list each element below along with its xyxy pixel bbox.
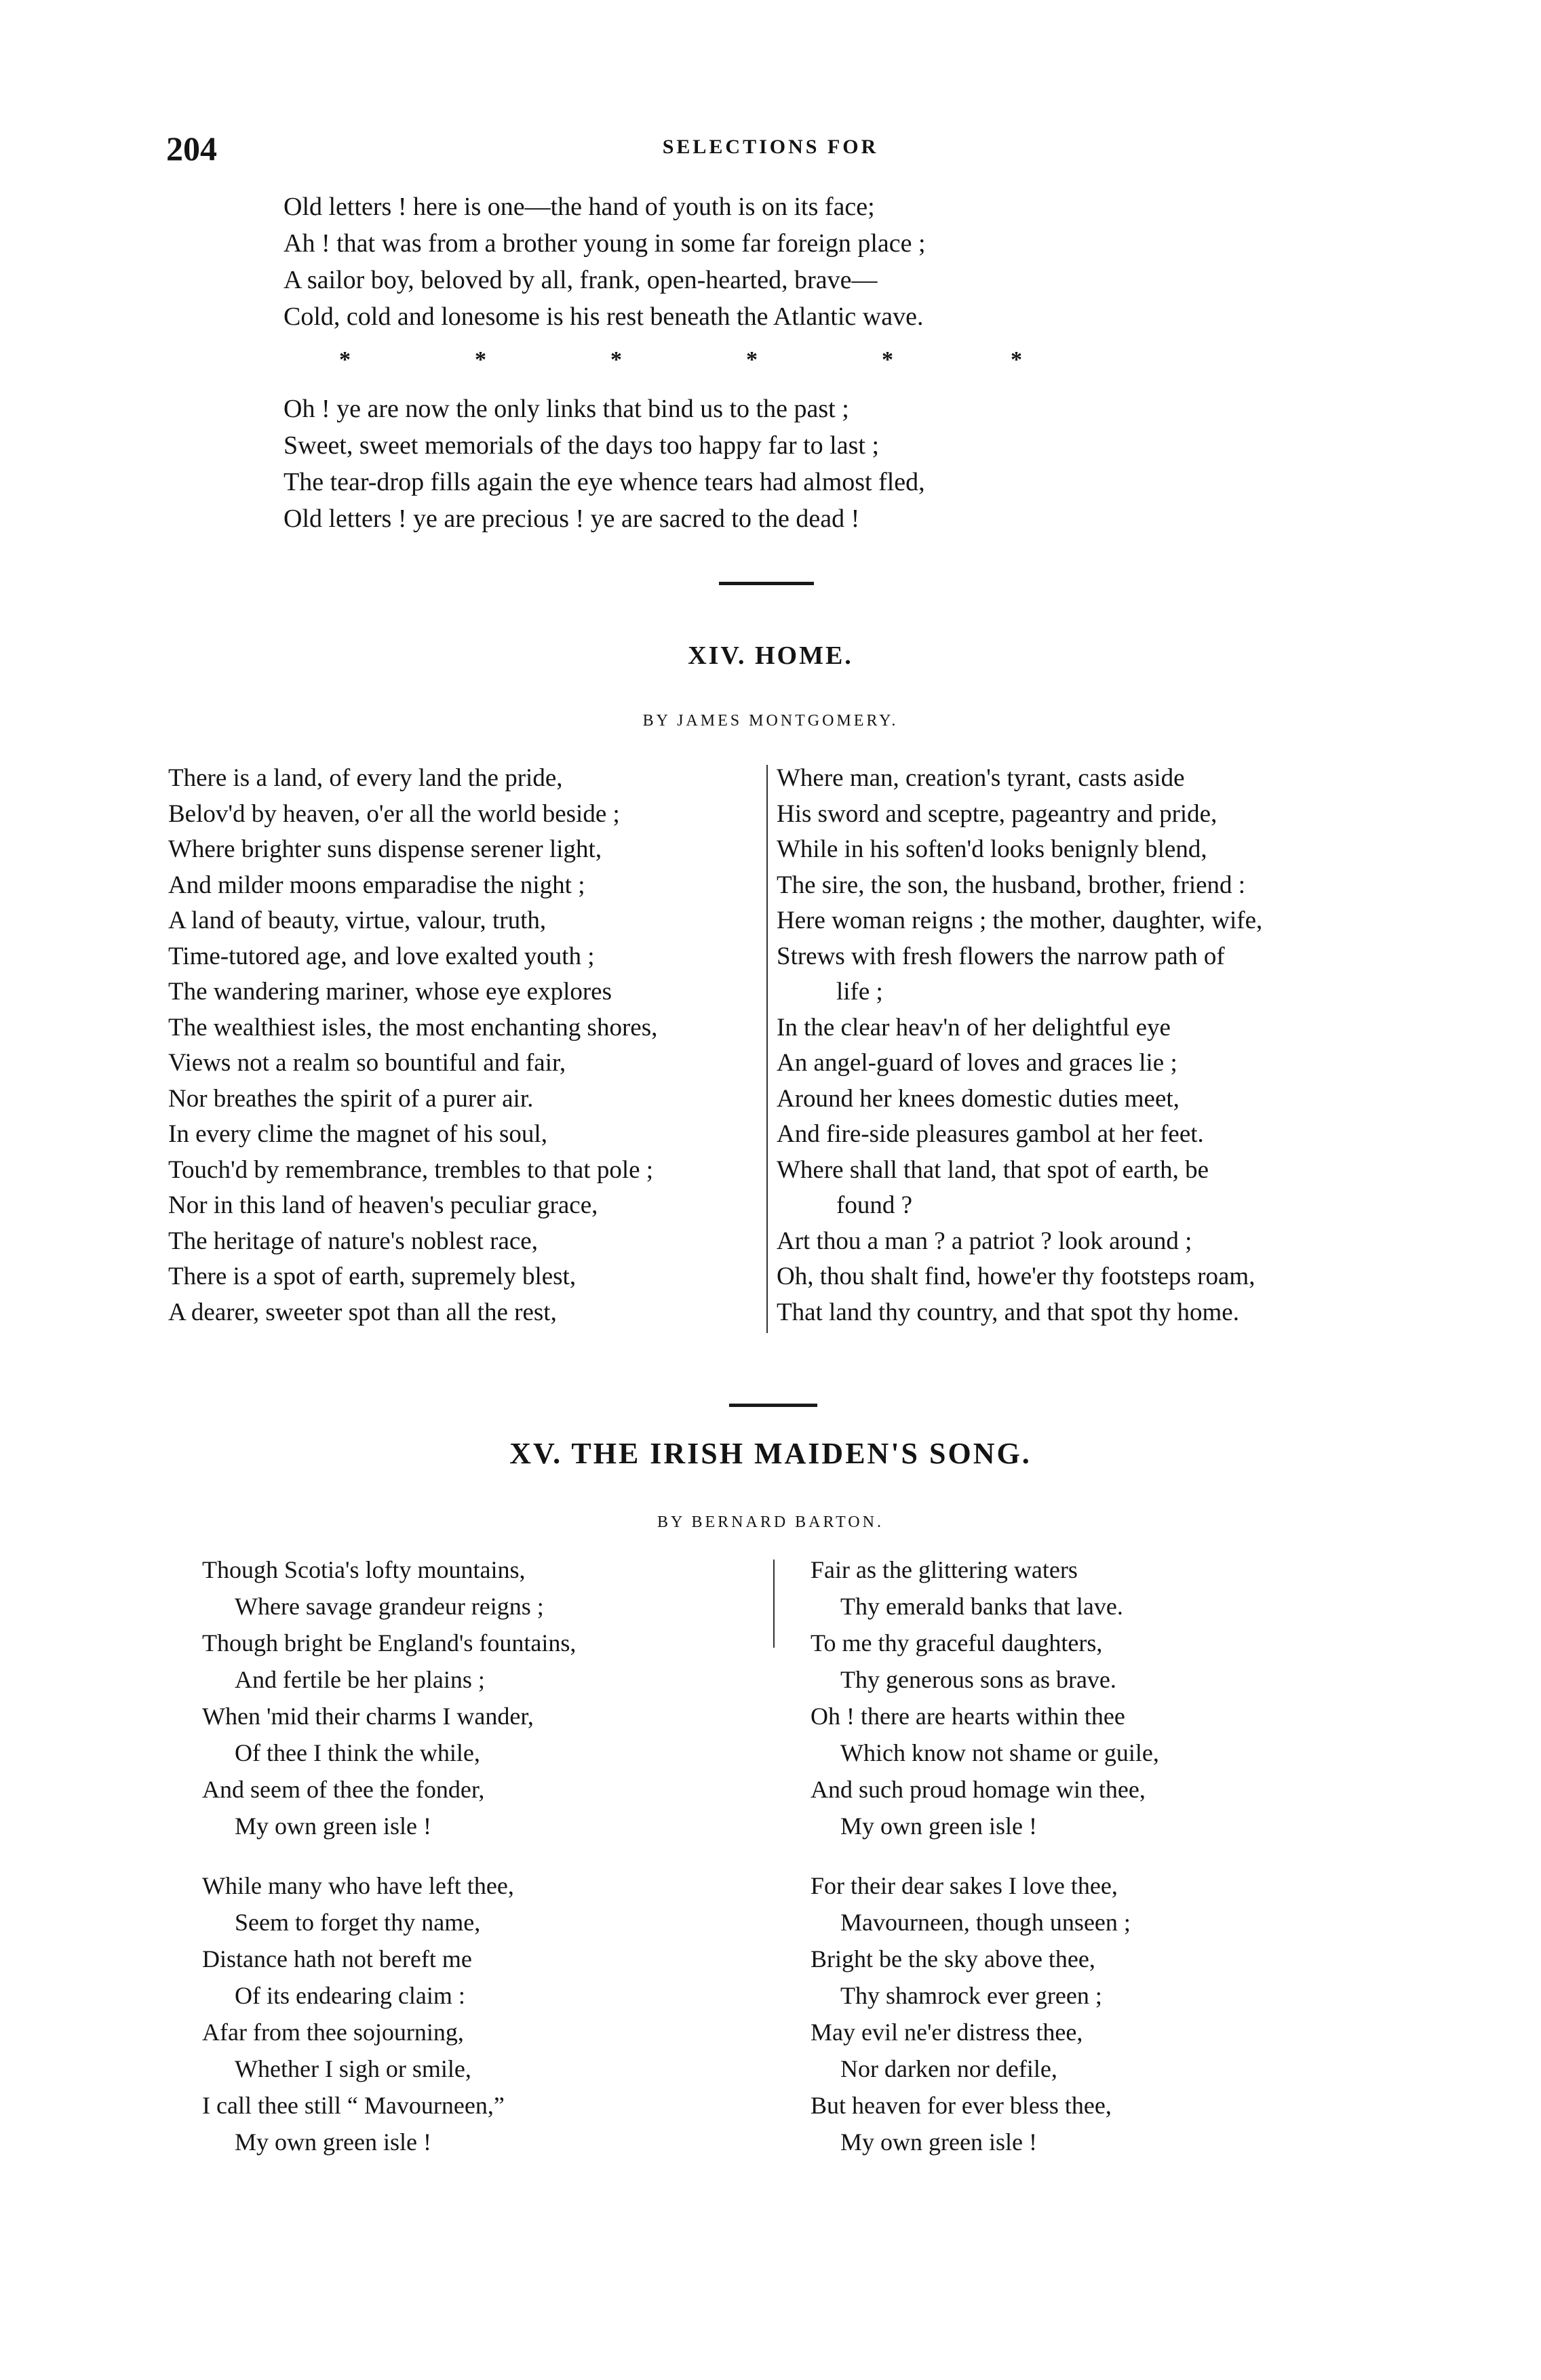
verse-line: And milder moons emparadise the night ; [168,871,585,899]
column-divider [773,1560,775,1648]
verse-line: There is a spot of earth, supremely blest, [168,1263,577,1290]
section-divider [729,1404,817,1407]
verse-line: Bright be the sky above thee, [811,1945,1095,1972]
verse-line: Where shall that land, that spot of earth, be [777,1155,1209,1184]
verse-line: The sire, the son, the husband, brother, friend : [777,871,1246,899]
verse-line: Of its endearing claim : [235,1982,465,2009]
verse-line: found ? [836,1191,912,1219]
verse-line: Where brighter suns dispense serener light, [168,835,602,863]
verse-line: life ; [836,978,883,1006]
section-title: XV. THE IRISH MAIDEN'S SONG. [509,1437,1032,1470]
verse-line: Mavourneen, though unseen ; [840,1909,1131,1936]
poem-line: Sweet, sweet memorials of the days too happy far to last ; [284,431,880,460]
verse-line: His sword and sceptre, pageantry and pride, [777,799,1217,828]
section-divider [719,582,814,585]
poem-line: Oh ! ye are now the only links that bind us to the past ; [284,395,849,423]
verse-line: Touch'd by remembrance, trembles to that pole ; [168,1155,654,1184]
verse-line: In the clear heav'n of her delightful eye [777,1013,1171,1042]
verse-line: A land of beauty, virtue, valour, truth, [168,907,547,934]
verse-line: Nor breathes the spirit of a purer air. [168,1084,534,1113]
verse-line: Nor in this land of heaven's peculiar grace, [168,1191,598,1219]
running-head: SELECTIONS FOR [662,136,879,158]
verse-line: There is a land, of every land the pride, [168,764,563,792]
verse-line: My own green isle ! [235,1812,431,1840]
poem-line: The tear-drop fills again the eye whence tears had almost fled, [284,468,925,496]
poem-line: Old letters ! ye are precious ! ye are sacred to the dead ! [284,504,860,533]
verse-line: Which know not shame or guile, [840,1739,1159,1766]
verse-line: My own green isle ! [840,2128,1037,2156]
verse-line: But heaven for ever bless thee, [811,2092,1112,2119]
verse-line: While in his soften'd looks benignly blend, [777,835,1207,863]
asterism-star: * [475,347,486,372]
verse-line: A dearer, sweeter spot than all the rest, [168,1298,557,1326]
verse-line: Oh ! there are hearts within thee [811,1703,1125,1730]
verse-line: Thy generous sons as brave. [840,1666,1116,1693]
verse-line: May evil ne'er distress thee, [811,2019,1083,2046]
verse-line: The wandering mariner, whose eye explores [168,978,612,1006]
asterism-star: * [746,347,758,372]
verse-line: Though bright be England's fountains, [202,1629,577,1657]
asterism-star: * [339,347,351,372]
verse-line: Time-tutored age, and love exalted youth ; [168,942,595,970]
verse-line: An angel-guard of loves and graces lie ; [777,1049,1177,1077]
verse-line: Though Scotia's lofty mountains, [202,1556,526,1583]
verse-line: Afar from thee sojourning, [202,2019,464,2046]
verse-line: When 'mid their charms I wander, [202,1703,534,1730]
section-title: XIV. HOME. [688,641,853,670]
verse-line: Whether I sigh or smile, [235,2055,471,2082]
page-header [0,129,1541,176]
verse-line: Nor darken nor defile, [840,2055,1057,2082]
verse-line: Thy shamrock ever green ; [840,1982,1102,2009]
verse-line: And seem of thee the fonder, [202,1776,485,1803]
verse-line: My own green isle ! [840,1812,1037,1840]
asterism-star: * [610,347,622,372]
verse-line: While many who have left thee, [202,1872,514,1899]
verse-line: And fire-side pleasures gambol at her feet. [777,1120,1204,1148]
column-divider [766,765,768,1333]
poem-line: A sailor boy, beloved by all, frank, open-hearted, brave— [284,266,878,294]
verse-line: Fair as the glittering waters [811,1556,1078,1583]
poem-line: Old letters ! here is one—the hand of youth is on its face; [284,193,875,221]
verse-line: Views not a realm so bountiful and fair, [168,1049,566,1077]
verse-line: Belov'd by heaven, o'er all the world beside ; [168,799,620,828]
verse-line: Distance hath not bereft me [202,1945,472,1972]
verse-line: My own green isle ! [235,2128,431,2156]
verse-line: Oh, thou shalt find, howe'er thy footsteps roam, [777,1263,1255,1290]
verse-line: I call thee still “ Mavourneen,” [202,2092,505,2119]
verse-line: Art thou a man ? a patriot ? look around ; [777,1227,1192,1255]
poem-line: Ah ! that was from a brother young in some far foreign place ; [284,229,926,258]
verse-line: The heritage of nature's noblest race, [168,1227,538,1255]
page-number: 204 [166,130,217,167]
verse-line: For their dear sakes I love thee, [811,1872,1118,1899]
verse-line: To me thy graceful daughters, [811,1629,1103,1657]
verse-line: In every clime the magnet of his soul, [168,1120,547,1148]
verse-line: Around her knees domestic duties meet, [777,1084,1179,1113]
poem-line: Cold, cold and lonesome is his rest beneath the Atlantic wave. [284,302,924,331]
verse-line: Seem to forget thy name, [235,1909,481,1936]
verse-line: And fertile be her plains ; [235,1666,485,1693]
verse-line: And such proud homage win thee, [811,1776,1146,1803]
verse-line: Thy emerald banks that lave. [840,1593,1123,1620]
asterism-star: * [1011,347,1022,372]
verse-line: Where savage grandeur reigns ; [235,1593,544,1620]
verse-line: That land thy country, and that spot thy home. [777,1298,1239,1326]
asterism-star: * [882,347,893,372]
verse-line: Strews with fresh flowers the narrow path of [777,942,1225,970]
verse-line: The wealthiest isles, the most enchanting shores, [168,1013,658,1042]
verse-line: Here woman reigns ; the mother, daughter, wife, [777,907,1263,934]
verse-line: Where man, creation's tyrant, casts aside [777,764,1185,792]
verse-line: Of thee I think the while, [235,1739,480,1766]
byline: BY BERNARD BARTON. [657,1513,884,1531]
byline: BY JAMES MONTGOMERY. [642,712,899,730]
